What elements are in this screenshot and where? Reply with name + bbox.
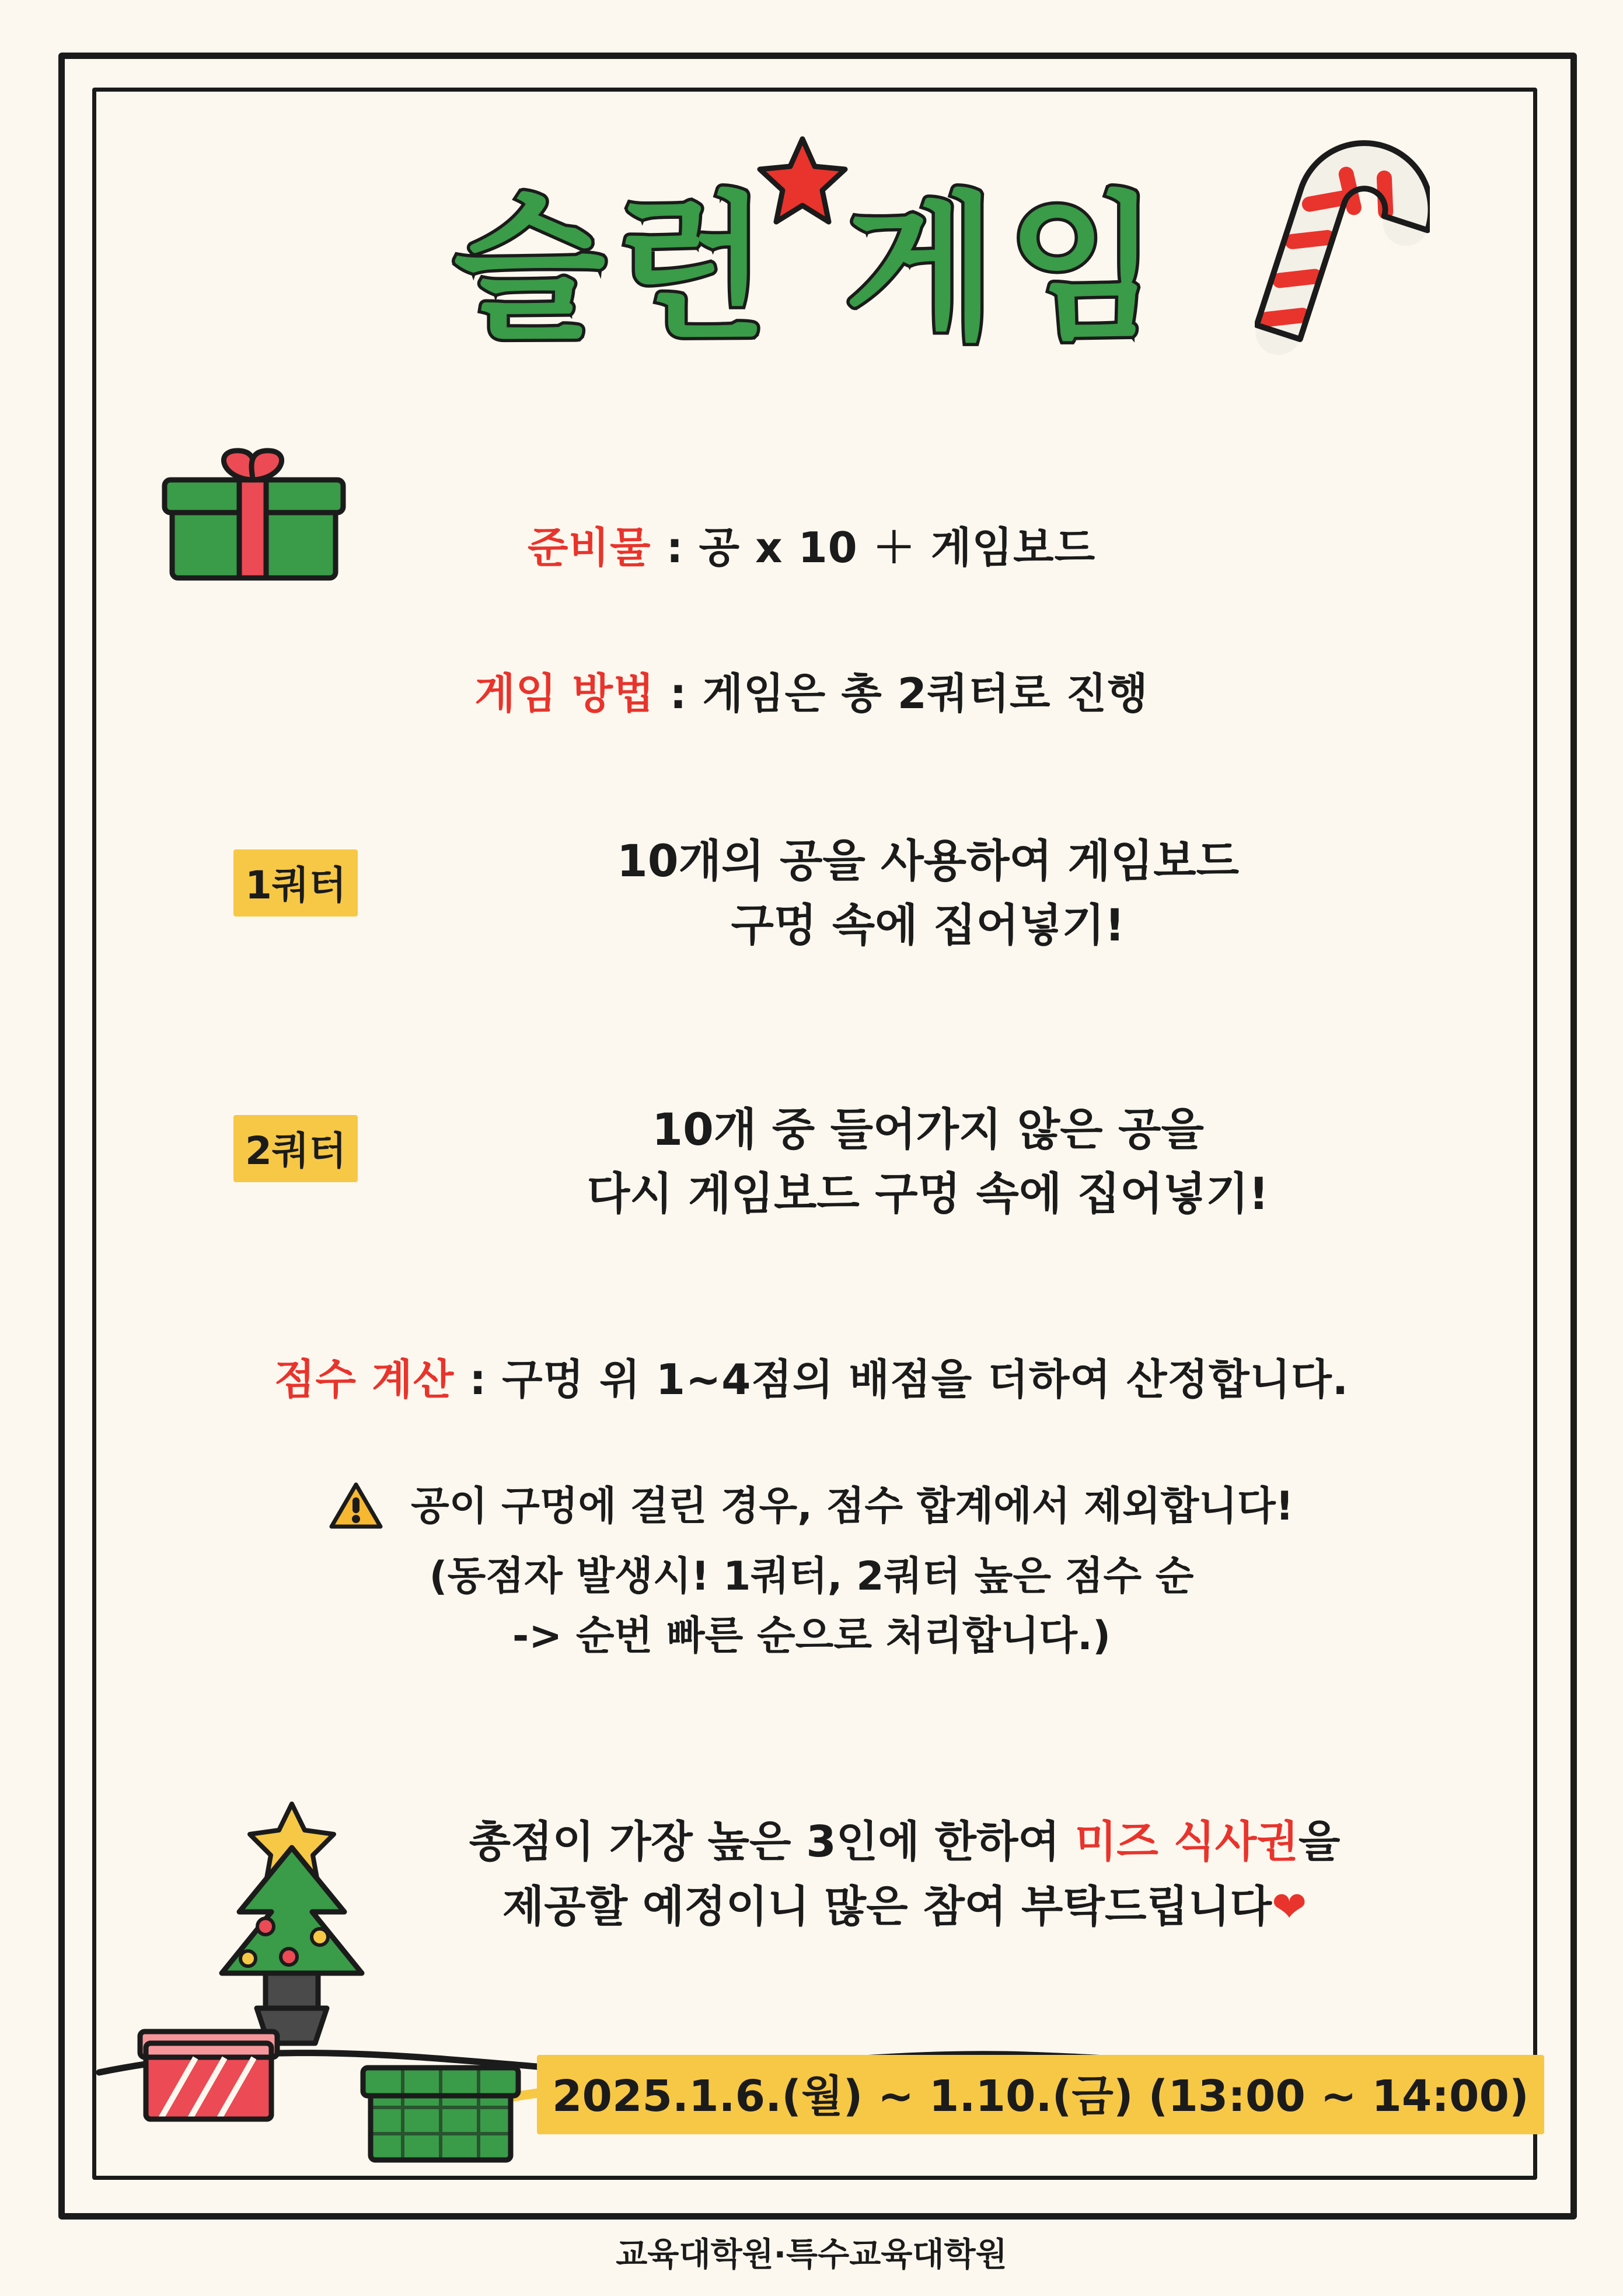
poster-title [0,177,1623,361]
warning-line-3: -> 순번 빠른 순으로 처리합니다.) [512,1613,1111,1659]
gift-box-icon [356,2037,525,2175]
prep-value: 공 x 10 ＋ 게임보드 [699,523,1096,572]
warning-line-2: (동점자 발생시! 1쿼터, 2쿼터 높은 점수 순 [429,1553,1194,1600]
warning-block [0,1477,1623,1666]
quarter-2-line-2: 다시 게임보드 구멍 속에 집어넣기! [587,1168,1269,1220]
quarter-2-tag: 2쿼터 [233,1115,358,1182]
heart-icon: ❤ [1271,1882,1307,1931]
score-value: 구멍 위 1~4점의 배점을 더하여 산정합니다. [502,1355,1349,1404]
warning-line-1: 공이 구멍에 걸린 경우, 점수 합계에서 제외합니다! [411,1483,1294,1529]
quarter-2-line-1: 10개 중 들어가지 않은 공을 [652,1103,1204,1155]
quarter-1-tag: 1쿼터 [233,849,358,917]
quarter-2-body [374,1098,1482,1226]
reward-highlight: 미즈 식사권 [1074,1817,1299,1867]
score-label: 점수 계산 [274,1355,455,1404]
reward-line-1 [350,1810,1459,1875]
howto-value: 게임은 총 2쿼터로 진행 [702,669,1149,718]
prep-sep: : [651,523,699,572]
warning-triangle-icon [329,1481,383,1547]
score-sep: : [454,1355,502,1404]
poster-title-text: 슬런 게임 [453,177,1170,361]
quarter-1-line-1: 10개의 공을 사용하여 게임보드 [616,835,1240,887]
reward-line-2-text: 제공할 예정이니 많은 참여 부탁드립니다 [502,1882,1272,1932]
reward-line-2 [350,1875,1459,1939]
quarter-1-line-2: 구멍 속에 집어넣기! [731,899,1125,952]
prep-line [0,514,1623,574]
howto-line [0,660,1623,720]
reward-line-1-post: 을 [1298,1817,1341,1867]
quarter-1-body [374,829,1482,957]
date-banner: 2025.1.6.(월) ~ 1.10.(금) (13:00 ~ 14:00) [537,2055,1544,2134]
gift-box-icon [134,2002,286,2134]
warning-line-1-row [0,1477,1623,1547]
prep-label: 준비물 [527,523,651,572]
reward-line-1-pre: 총점이 가장 높은 3인에 한하여 [469,1817,1075,1867]
footer-organization: 교육대학원·특수교육대학원 [616,2236,1007,2274]
score-line [0,1346,1623,1406]
howto-sep: : [654,669,703,718]
reward-block [350,1810,1459,1939]
howto-label: 게임 방법 [474,669,655,718]
